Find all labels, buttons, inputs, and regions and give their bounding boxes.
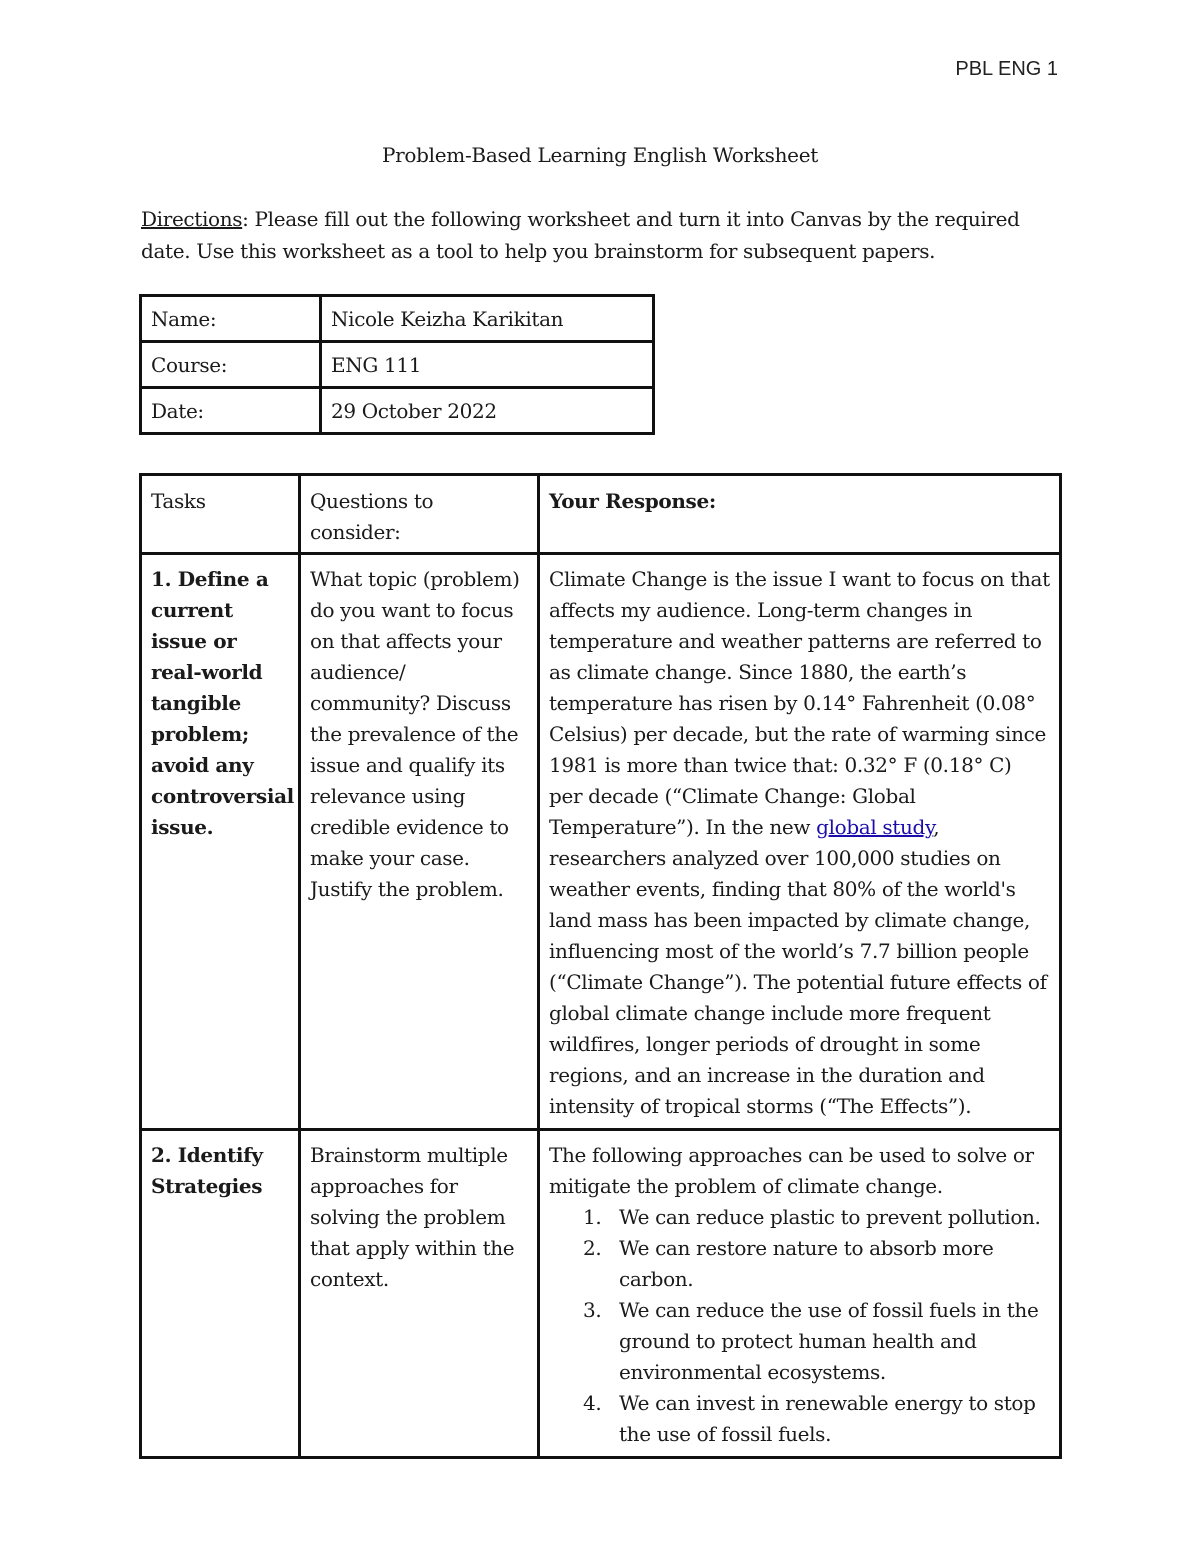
info-row-course: [141, 342, 654, 388]
task-row-define-issue: [141, 554, 1061, 1130]
global-study-link[interactable]: global study: [816, 815, 934, 839]
directions-label: Directions: [141, 207, 243, 231]
info-label-name: Name:: [141, 296, 321, 342]
list-item: [549, 1202, 1050, 1233]
info-value-name: Nicole Keizha Karikitan: [321, 296, 654, 342]
list-item-number: 1.: [583, 1205, 602, 1229]
header-questions: Questions to consider:: [300, 475, 539, 554]
list-item-text: We can invest in renewable energy to stop the use of fossil fuels.: [619, 1391, 1036, 1446]
task-row-strategies: [141, 1130, 1061, 1458]
task-cell-define-issue: 1. Define a current issue or real-world tangible problem; avoid any controversial issue.: [141, 554, 300, 1130]
header-tasks: Tasks: [141, 475, 300, 554]
list-item-number: 4.: [583, 1391, 602, 1415]
list-item-number: 3.: [583, 1298, 602, 1322]
info-row-name: [141, 296, 654, 342]
question-cell-strategies: Brainstorm multiple approaches for solving the problem that apply within the context.: [300, 1130, 539, 1458]
list-item-text: We can reduce plastic to prevent pollution.: [619, 1205, 1041, 1229]
strategies-intro: The following approaches can be used to solve or mitigate the problem of climate change.: [549, 1143, 1034, 1198]
header-response: Your Response:: [539, 475, 1061, 554]
list-item: [549, 1233, 1050, 1295]
directions-paragraph: [141, 203, 1071, 267]
response-cell-define-issue: [539, 554, 1061, 1130]
task-cell-strategies: 2. Identify Strategies: [141, 1130, 300, 1458]
list-item-text: We can reduce the use of fossil fuels in the ground to protect human health and environmental ecosystems.: [619, 1298, 1039, 1384]
strategies-list: [549, 1202, 1050, 1450]
list-item-text: We can restore nature to absorb more carbon.: [619, 1236, 994, 1291]
directions-text: : Please fill out the following worksheet and turn it into Canvas by the required date. Use this worksheet as a tool to help you brainstorm for subsequent papers.: [141, 207, 1020, 263]
student-info-table: [139, 294, 655, 435]
response-cell-strategies: [539, 1130, 1061, 1458]
worksheet-title: Problem-Based Learning English Worksheet: [382, 143, 818, 167]
list-item: [549, 1388, 1050, 1450]
page-header-label: PBL ENG 1: [955, 58, 1058, 80]
tasks-table: [139, 473, 1062, 1459]
tasks-header-row: [141, 475, 1061, 554]
info-value-course: ENG 111: [321, 342, 654, 388]
question-cell-define-issue: What topic (problem) do you want to focus on that affects your audience/ community? Discuss the prevalence of the issue and qualify its relevance using credible evidence to make your case. Justify the problem.: [300, 554, 539, 1130]
info-value-date: 29 October 2022: [321, 388, 654, 434]
info-label-date: Date:: [141, 388, 321, 434]
info-row-date: [141, 388, 654, 434]
response-text-part2: , researchers analyzed over 100,000 studies on weather events, finding that 80% of the world's land mass has been impacted by climate change, influencing most of the world’s 7.7 billion people (“Climate Change”). The potential future effects of global climate change include more frequent wildfires, longer periods of drought in some regions, and an increase in the duration and intensity of tropical storms (“The Effects”).: [549, 815, 1047, 1118]
response-text-part1: Climate Change is the issue I want to focus on that affects my audience. Long-term changes in temperature and weather patterns are referred to as climate change. Since 1880, the earth’s temperature has risen by 0.14° Fahrenheit (0.08° Celsius) per decade, but the rate of warming since 1981 is more than twice that: 0.32° F (0.18° C) per decade (“Climate Change: Global Temperature”). In the new: [549, 567, 1050, 839]
list-item-number: 2.: [583, 1236, 602, 1260]
info-label-course: Course:: [141, 342, 321, 388]
list-item: [549, 1295, 1050, 1388]
